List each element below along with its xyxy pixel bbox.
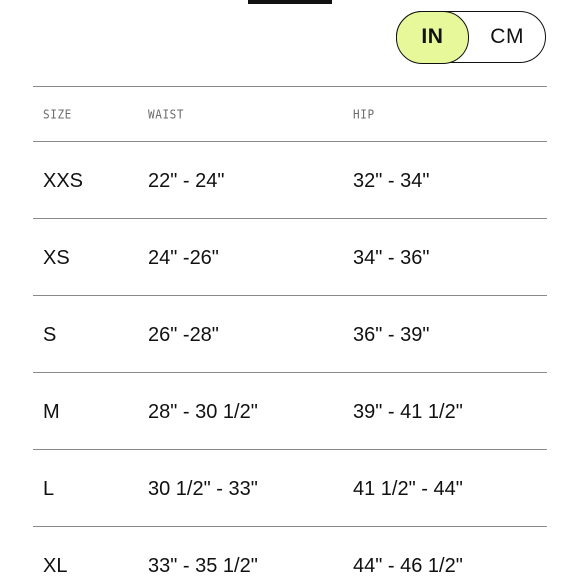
size-cell: XL — [43, 555, 68, 577]
waist-cell: 33" - 35 1/2" — [148, 555, 258, 577]
table-row — [33, 372, 547, 449]
hip-cell: 32" - 34" — [353, 170, 430, 192]
size-cell: XS — [43, 247, 70, 269]
table-row — [33, 141, 547, 218]
waist-cell: 24" -26" — [148, 247, 219, 269]
waist-cell: 30 1/2" - 33" — [148, 478, 258, 500]
size-cell: L — [43, 478, 55, 500]
waist-cell: 28" - 30 1/2" — [148, 401, 258, 423]
table-header-row — [33, 86, 547, 141]
table-row — [33, 218, 547, 295]
active-tab-indicator — [248, 0, 332, 4]
table-row — [33, 295, 547, 372]
unit-option-cm[interactable]: CM — [490, 25, 524, 48]
size-cell: S — [43, 324, 57, 346]
hip-cell: 44" - 46 1/2" — [353, 555, 463, 577]
table-row — [33, 526, 547, 580]
size-cell: XXS — [43, 170, 84, 192]
hip-cell: 39" - 41 1/2" — [353, 401, 463, 423]
header-size: SIZE — [43, 107, 72, 122]
unit-option-in[interactable]: IN — [396, 11, 470, 64]
header-waist: WAIST — [148, 107, 185, 122]
hip-cell: 36" - 39" — [353, 324, 430, 346]
hip-cell: 41 1/2" - 44" — [353, 478, 463, 500]
size-table — [33, 86, 547, 580]
unit-toggle[interactable] — [396, 11, 546, 63]
hip-cell: 34" - 36" — [353, 247, 430, 269]
waist-cell: 22" - 24" — [148, 170, 225, 192]
header-hip: HIP — [353, 107, 375, 122]
table-row — [33, 449, 547, 526]
waist-cell: 26" -28" — [148, 324, 219, 346]
size-cell: M — [43, 401, 60, 423]
